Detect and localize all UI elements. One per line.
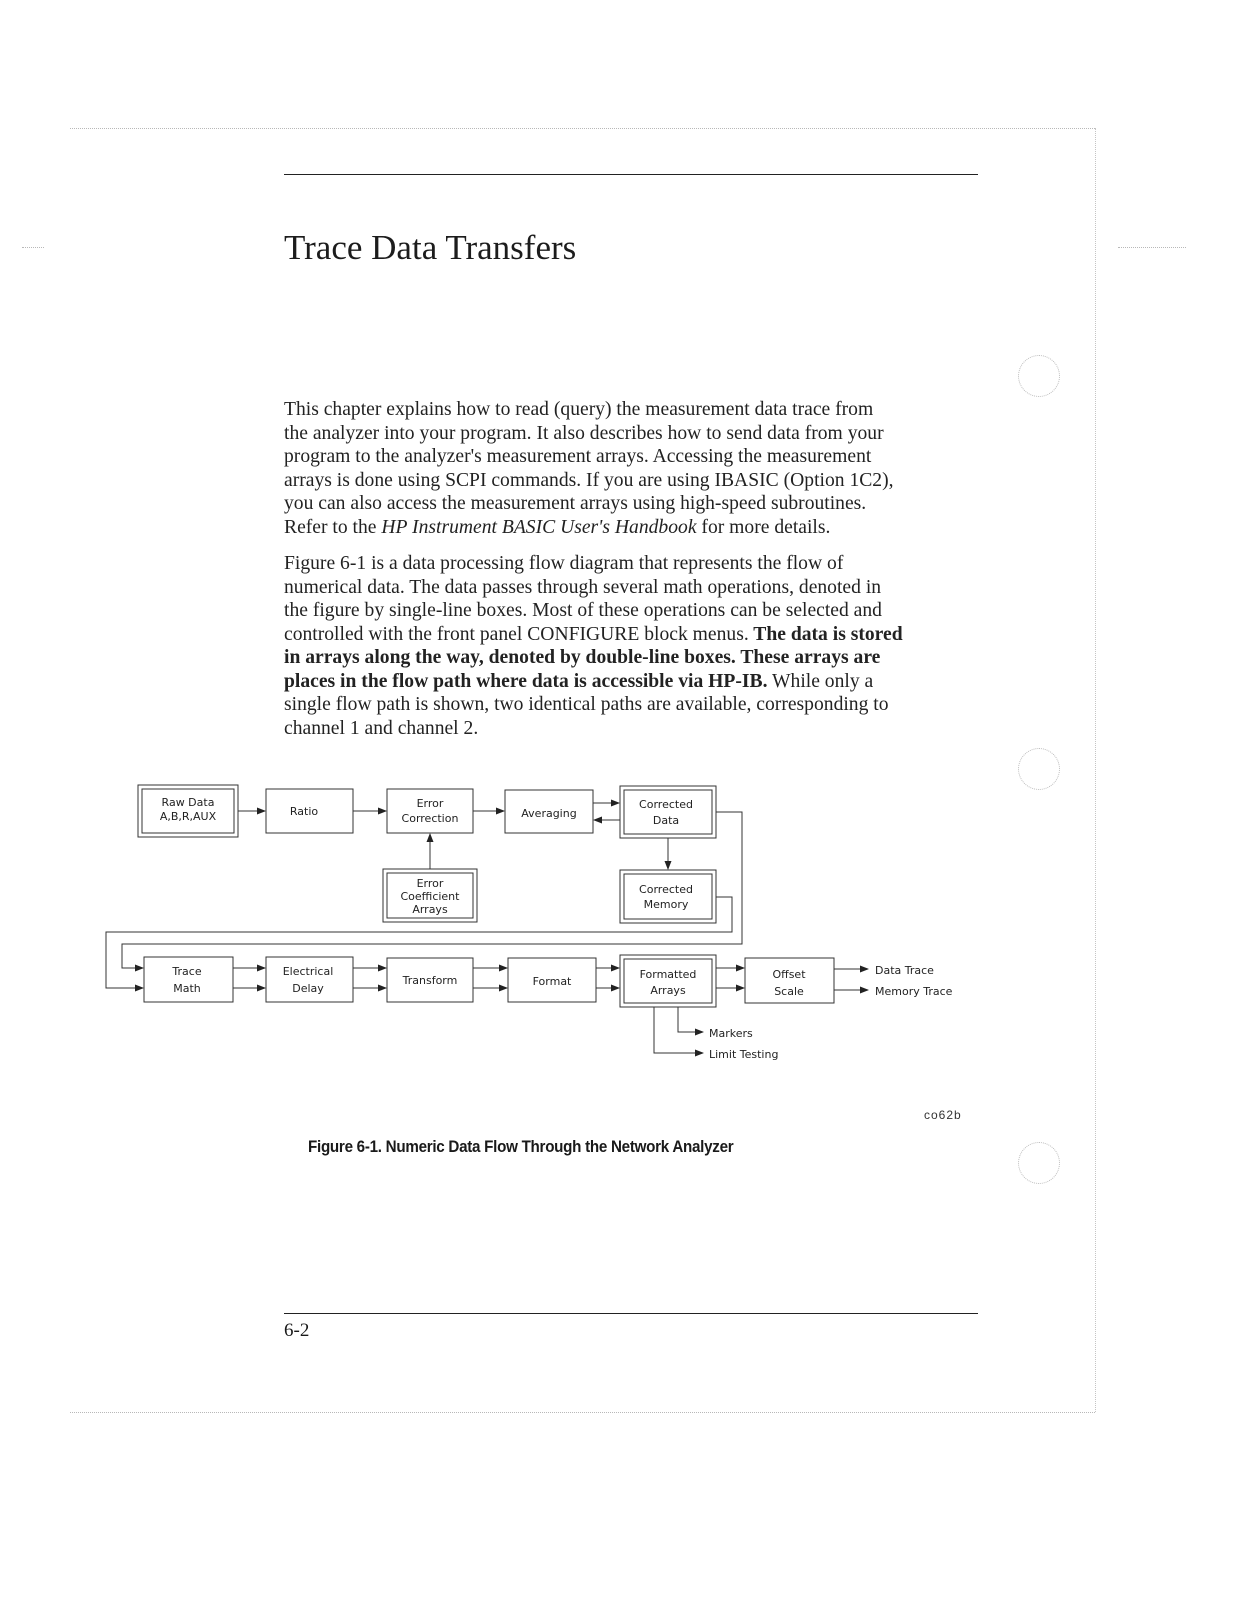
error-coefficient-label: Arrays [412,903,448,916]
averaging-label: Averaging [521,807,577,820]
text-line: you can also access the measurement arrays using high-speed subroutines. [284,493,867,514]
bold-fragment: places in the flow path where data is accessible via HP-IB. [284,670,768,692]
error-correction-label: Correction [401,812,459,825]
transform-label: Transform [402,974,458,987]
page-number: 6-2 [284,1320,310,1341]
text-line: in arrays along the way, denoted by double-line boxes. These arrays are [284,647,881,668]
text-fragment: for more details. [696,516,831,538]
text-line: Figure 6-1 is a data processing flow diagram that represents the flow of [284,553,844,574]
corrected-data-label: Corrected [639,798,693,811]
arrow-to-markers [678,1007,703,1032]
data-trace-output-label: Data Trace [875,964,934,977]
electrical-delay-label: Electrical [282,965,334,978]
error-coefficient-label: Error [416,877,444,890]
formatted-arrays-label: Formatted [639,968,697,981]
offset-scale-label: Scale [774,985,804,998]
figure-code: co62b [924,1108,962,1122]
text-fragment: Refer to the [284,516,382,538]
raw-data-label: A,B,R,AUX [159,810,217,823]
error-correction-box [387,789,473,833]
format-label: Format [532,975,572,988]
text-line: the figure by single-line boxes. Most of these operations can be selected and [284,600,882,621]
bold-fragment: The data is stored [748,623,903,645]
trace-math-label: Trace [172,965,202,978]
corrected-memory-label: Corrected [639,883,693,896]
text-fragment: controlled with the front panel CONFIGURE block menus. [284,623,749,645]
markers-output-label: Markers [709,1027,753,1040]
memory-trace-output-label: Memory Trace [875,985,953,998]
ratio-label: Ratio [289,805,319,818]
text-line: numerical data. The data passes through several math operations, denoted in [284,576,882,598]
text-line: This chapter explains how to read (query) the measurement data trace from [284,399,874,420]
trace-math-box [144,957,233,1002]
text-fragment: While only a [767,670,874,692]
page-title: Trace Data Transfers [284,228,577,267]
figure-caption: Figure 6-1. Numeric Data Flow Through the Network Analyzer [308,1138,734,1156]
text-line: the analyzer into your program. It also describes how to send data from your [284,422,884,444]
limit-testing-output-label: Limit Testing [709,1048,779,1061]
handbook-reference: HP Instrument BASIC User's Handbook [381,516,697,538]
corrected-memory-box [620,870,716,923]
corrected-data-label: Data [652,814,680,827]
electrical-delay-box [266,957,353,1002]
electrical-delay-label: Delay [292,982,324,995]
corrected-memory-label: Memory [643,898,689,911]
footer-rule [284,1313,978,1314]
corrected-data-box [620,786,716,838]
text-line: arrays is done using SCPI commands. If you are using IBASIC (Option 1C2), [284,469,894,491]
offset-scale-label: Offset [772,968,806,981]
text-line: single flow path is shown, two identical paths are available, corresponding to [284,694,889,715]
text-line: program to the analyzer's measurement arrays. Accessing the measurement [284,446,872,467]
error-coefficient-label: Coefficient [400,890,460,903]
formatted-arrays-label: Arrays [650,984,686,997]
text-line: channel 1 and channel 2. [284,717,479,739]
formatted-arrays-box [620,955,716,1007]
error-correction-label: Error [416,797,444,810]
raw-data-label: Raw Data [161,796,215,809]
trace-math-label: Math [173,982,201,995]
